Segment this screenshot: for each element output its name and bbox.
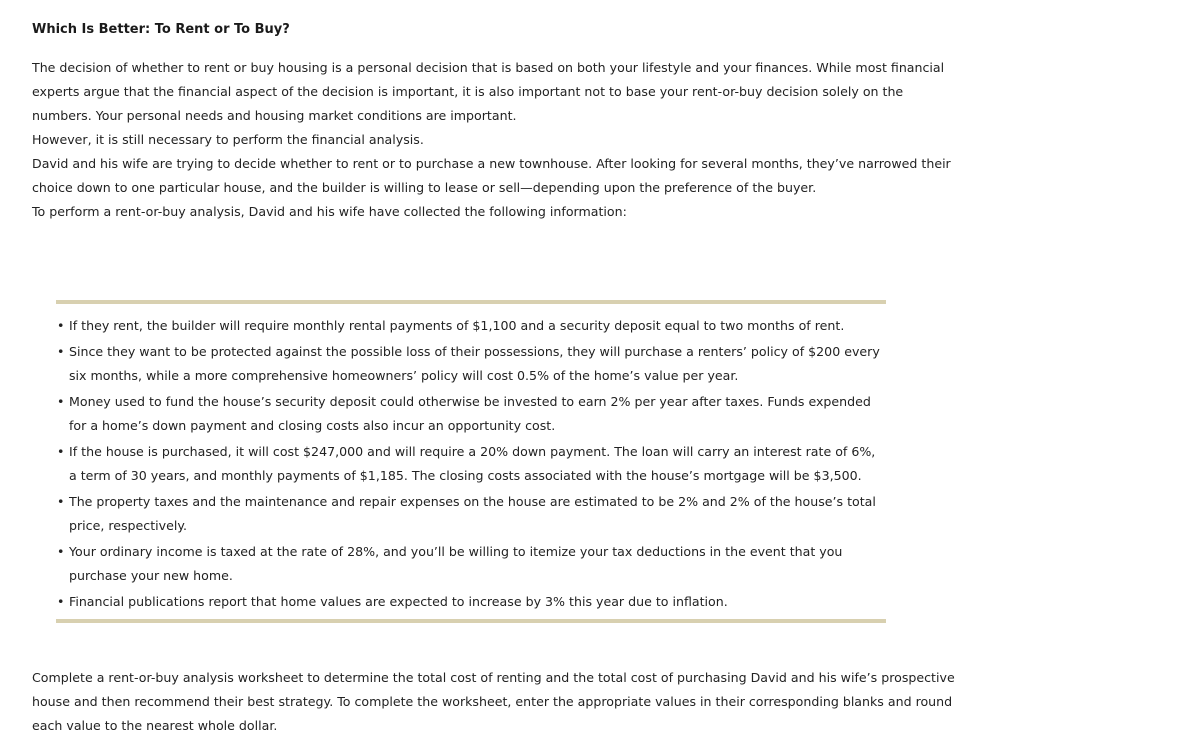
bullet-icon: •	[57, 344, 65, 359]
info-item-text: If the house is purchased, it will cost $247,000 and will require a 20% down payment. The loan will carry an interest rate of 6%, a term of 30 years, and monthly payments of $1,185. The closing costs associated with the house’s mortgage will be $3,500.	[69, 444, 876, 483]
intro-paragraph: The decision of whether to rent or buy housing is a personal decision that is based on both your lifestyle and your finances. While most financial experts argue that the financial aspect of the decision is important, it is also important not to base your rent-or-buy decision solely on the numbers. Your personal needs and housing market conditions are important.	[32, 60, 945, 123]
closing-paragraph: Complete a rent-or-buy analysis worksheet to determine the total cost of renting and the total cost of purchasing David and his wife’s prospective house and then recommend their best strategy. To complete the worksheet, enter the appropriate values in their corresponding blanks and round each value to the nearest whole dollar.	[32, 670, 955, 733]
info-item-text: Money used to fund the house’s security deposit could otherwise be invested to earn 2% per year after taxes. Funds expended for a home’s down payment and closing costs also incur an opportunity cost.	[69, 394, 871, 433]
info-item	[56, 440, 886, 488]
info-item	[56, 490, 886, 538]
info-item	[56, 540, 886, 588]
collected-paragraph: To perform a rent-or-buy analysis, David and his wife have collected the following information:	[32, 204, 627, 219]
info-item	[56, 314, 886, 338]
bullet-icon: •	[57, 494, 65, 509]
info-item-text: Your ordinary income is taxed at the rate of 28%, and you’ll be willing to itemize your tax deductions in the event that you purchase your new home.	[69, 544, 843, 583]
scenario-paragraph: David and his wife are trying to decide whether to rent or to purchase a new townhouse. After looking for several months, they’ve narrowed their choice down to one particular house, and the builder is willing to lease or sell—depending upon the preference of the buyer.	[32, 156, 951, 195]
info-item-text: Since they want to be protected against the possible loss of their possessions, they will purchase a renters’ policy of $200 every six months, while a more comprehensive homeowners’ policy will cost 0.5% of the home’s value per year.	[69, 344, 880, 383]
page-title: Which Is Better: To Rent or To Buy?	[32, 22, 290, 37]
information-box	[56, 300, 886, 623]
information-list	[56, 314, 886, 614]
bullet-icon: •	[57, 594, 65, 609]
bullet-icon: •	[57, 444, 65, 459]
info-item-text: The property taxes and the maintenance and repair expenses on the house are estimated to be 2% and 2% of the house’s total price, respectively.	[69, 494, 876, 533]
bullet-icon: •	[57, 394, 65, 409]
info-item-text: Financial publications report that home values are expected to increase by 3% this year due to inflation.	[69, 594, 728, 609]
info-item-text: If they rent, the builder will require monthly rental payments of $1,100 and a security deposit equal to two months of rent.	[69, 318, 845, 333]
bullet-icon: •	[57, 544, 65, 559]
info-item	[56, 390, 886, 438]
content-area	[32, 20, 962, 224]
however-paragraph: However, it is still necessary to perform the financial analysis.	[32, 132, 424, 147]
info-item	[56, 590, 886, 614]
info-item	[56, 340, 886, 388]
bullet-icon: •	[57, 318, 65, 333]
